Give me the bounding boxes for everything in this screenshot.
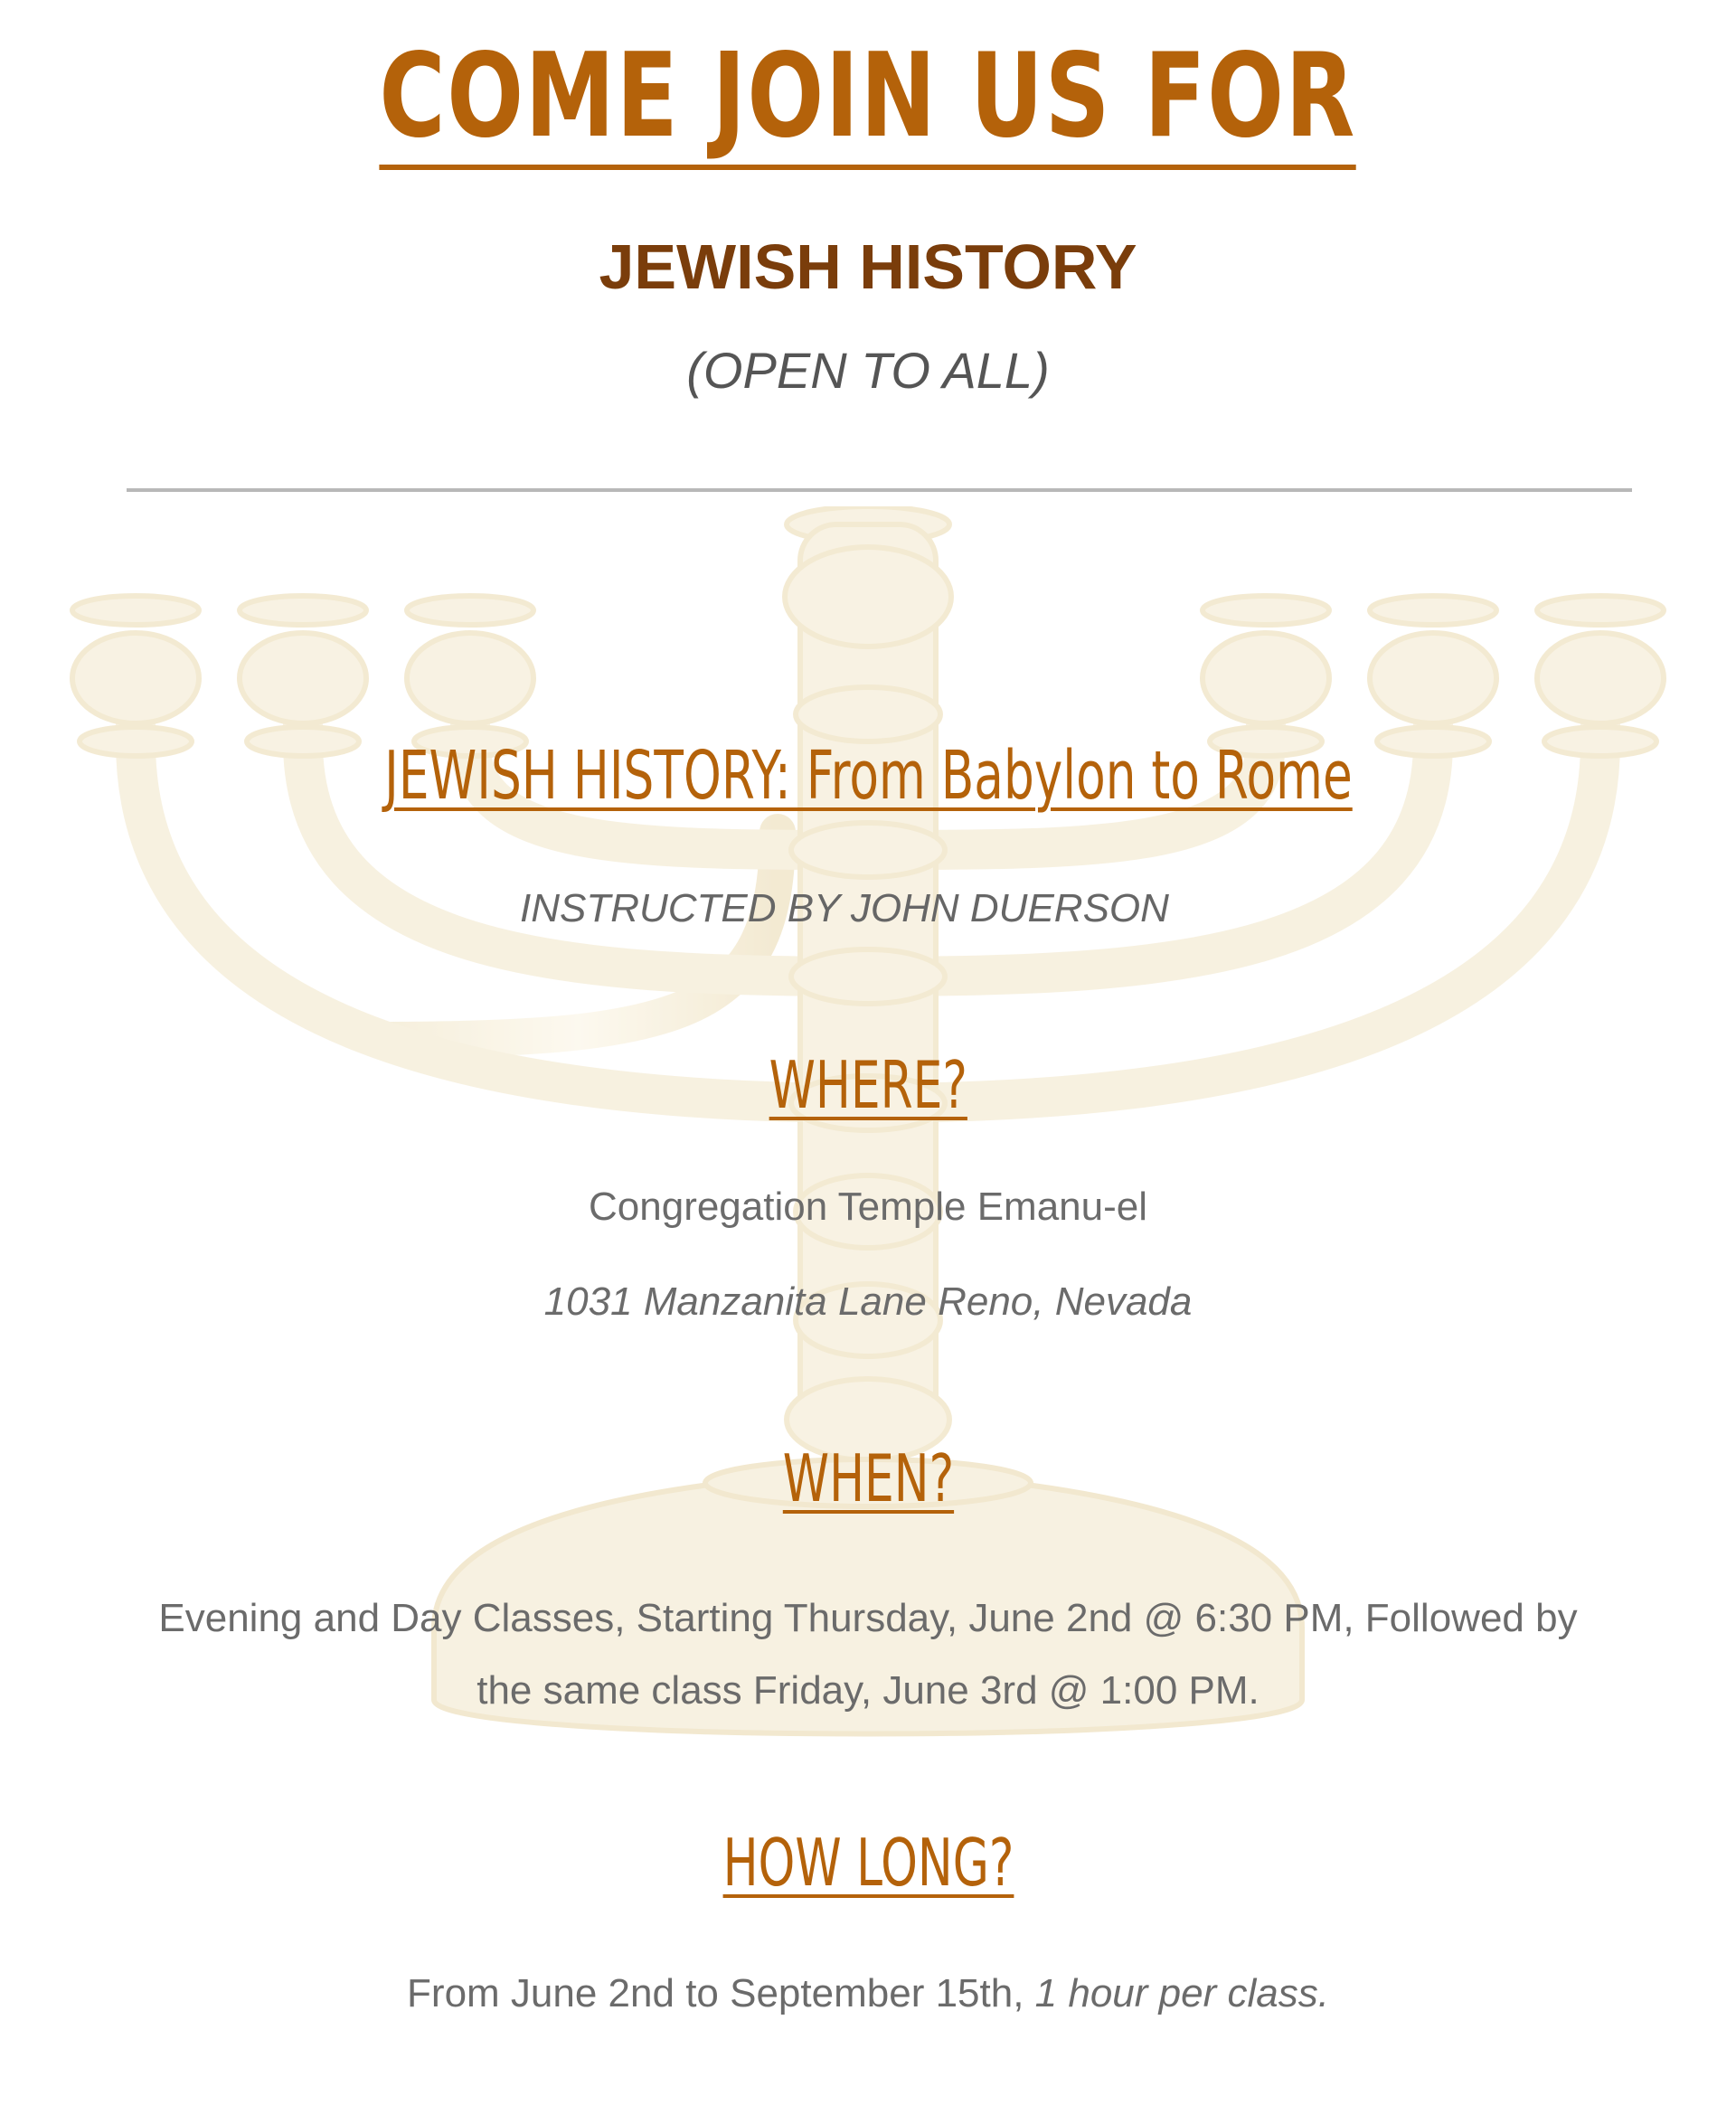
how-long-heading	[0, 1817, 1736, 1908]
how-long-details	[0, 1967, 1736, 2021]
where-heading	[0, 1040, 1736, 1130]
main-title-text: COME JOIN US FOR	[380, 29, 1357, 170]
when-heading-text: WHEN?	[782, 1440, 954, 1516]
subtitle: JEWISH HISTORY	[599, 231, 1137, 302]
divider	[127, 488, 1632, 492]
instructor-line: INSTRUCTED BY JOHN DUERSON	[520, 886, 1169, 930]
how-long-dates: From June 2nd to September 15th,	[407, 1971, 1024, 2015]
course-title	[0, 731, 1736, 821]
how-long-heading-text: HOW LONG?	[722, 1825, 1014, 1901]
when-details	[0, 1582, 1736, 1727]
main-title	[0, 29, 1736, 170]
course-title-text: JEWISH HISTORY: From Babylon to Rome	[383, 737, 1353, 815]
how-long-duration: 1 hour per class.	[1034, 1971, 1329, 2015]
when-heading	[0, 1433, 1736, 1524]
open-to-all-note: (OPEN TO ALL)	[686, 342, 1050, 399]
when-line-2: the same class Friday, June 3rd @ 1:00 PM.	[476, 1668, 1260, 1713]
when-line-1: Evening and Day Classes, Starting Thursday, June 2nd @ 6:30 PM, Followed by	[158, 1596, 1578, 1640]
where-heading-text: WHERE?	[769, 1047, 967, 1123]
venue-address: 1031 Manzanita Lane Reno, Nevada	[543, 1279, 1193, 1324]
venue-name: Congregation Temple Emanu-el	[589, 1185, 1147, 1229]
